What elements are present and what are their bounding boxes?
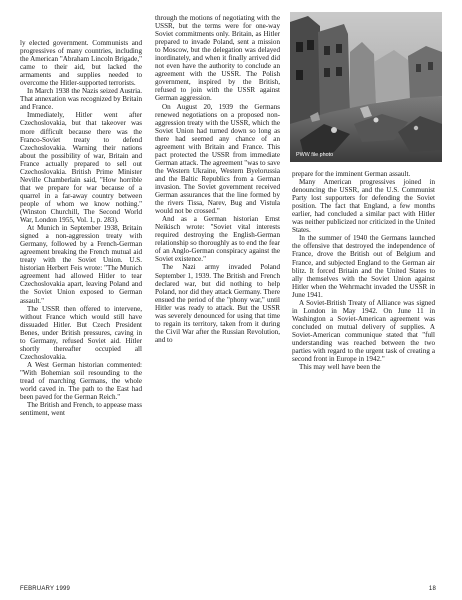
paragraph: The USSR then offered to intervene, without France which would still have dissuaded Hitler. But Czech President Benes, under British pressures, caving in to Germany, refused Soviet aid. Hitler shortly thereafter occupied all Czechoslovakia. [20, 304, 142, 361]
ruins-image [290, 12, 442, 162]
paragraph: Many American progressives joined in denouncing the USSR, and the U.S. Communist Party lost supporters for defending the Soviet position. The fact that England, a few months earlier, had concluded a similar pact with Hitler was neither publicized nor criticized in the United States. [292, 178, 435, 235]
paragraph: In March 1938 the Nazis seized Austria. That annexation was recognized by Britain and France. [20, 87, 142, 112]
page-number: 18 [428, 586, 436, 592]
paragraph: ly elected government. Communists and progressives of many countries, including the American "Abraham Lincoln Brigade," came to their aid, but lacked the armaments and supplies needed to overcome the Hitler-supported terrorists. [20, 39, 142, 88]
paragraph: prepare for the imminent German assault. [292, 170, 411, 178]
paragraph: A Soviet-British Treaty of Alliance was signed in London in May 1942. On June 11 in Washington a Soviet-American agreement was concluded on mutual delivery of supplies. A Soviet-American communique stated that "full understanding was reached between the two parties with regard to the urgent task of creating a second front in Europe in 1942." [292, 298, 435, 364]
article-column-2 [155, 14, 280, 581]
paragraph: through the motions of negotiating with the USSR, but the terms were for one-way Soviet commitments only. Britain, as Hitler prepared to invade Poland, sent a mission to Moscow, but the delegation was delayed inordinately, and when it finally arrived did not even have the authority to conclude an agreement with the USSR. The Polish government, inspired by the British, refused to join with the USSR against German aggression. [155, 14, 280, 103]
paragraph: And as a German historian Ernst Neikisch wrote: "Soviet vital interests required destroying the English-German relationship so thoroughly as to end the fear of an Anglo-German conspiracy against the Soviet existence." [155, 215, 280, 264]
article-column-1 [20, 39, 142, 581]
photo-credit: PWW file photo [296, 152, 334, 158]
paragraph: A West German historian commented: "With Bohemian soil resounding to the tread of marching Germans, the whole world caved in. The path to the East had been paved for the German Reich." [20, 360, 142, 402]
paragraph: The Nazi army invaded Poland September 1, 1939. The British and French declared war, but did nothing to help Poland, nor did they attack Germany. There ensued the period of the "phony war," until Hitler was ready to attack. But the USSR was severely denounced for using that time to regain its territory, taken from it during the Civil War after the Russian Revolution, and to [155, 263, 280, 344]
paragraph: The British and French, to appease mass sentiment, went [20, 401, 142, 418]
paragraph: At Munich in September 1938, Britain signed a non-aggression treaty with Germany, followed by a French-German agreement breaking the French mutual aid treaty with the Soviet Union. U.S. historian Herbert Feis wrote: "The Munich agreement had allowed Hitler to tear Czechoslovakia apart, leaving Poland and the Soviet Union exposed to German assault." [20, 224, 142, 305]
issue-date: FEBRUARY 1999 [20, 586, 71, 592]
paragraph: On August 20, 1939 the Germans renewed negotiations on a proposed non-aggression treaty with the USSR, which the Soviet Union had turned down so long as there had seemed any chance of an agreement with Britain and France. This pact protected the USSR from immediate German attack. The agreement "was to save the Western Ukraine, Western Byelorussia and the Baltic Republics from a German invasion. The Soviet government received German assurances that the line formed by the rivers Tissa, Narev, Bug and Vistula would not be crossed." [155, 102, 280, 216]
paragraph: In the summer of 1940 the Germans launched the offensive that destroyed the independence of France, drove the British out of Belgium and France, and subjected England to the German air blitz. It forced Britain and the United States to ally themselves with the Soviet Union against Hitler when the Wehrmacht invaded the USSR in June 1941. [292, 234, 435, 299]
paragraph: This may well have been the [299, 363, 381, 372]
paragraph: Immediately, Hitler went after Czechoslovakia, but that takeover was more difficult because there was the Franco-Soviet treaty to defend Czechoslovakia. Warning their nations about the possibility of war, Britain and France actually prepared to sell out Czechoslovakia. British Prime Minister Neville Chamberlain said, "How horrible that we prepare for war because of a quarrel in a far-away country between people of whom we know nothing." (Winston Churchill, The Second World War, London 1955, Vol. 1, p. 283). [20, 111, 142, 225]
article-column-3 [292, 170, 435, 581]
war-ruins-photo [290, 12, 442, 162]
